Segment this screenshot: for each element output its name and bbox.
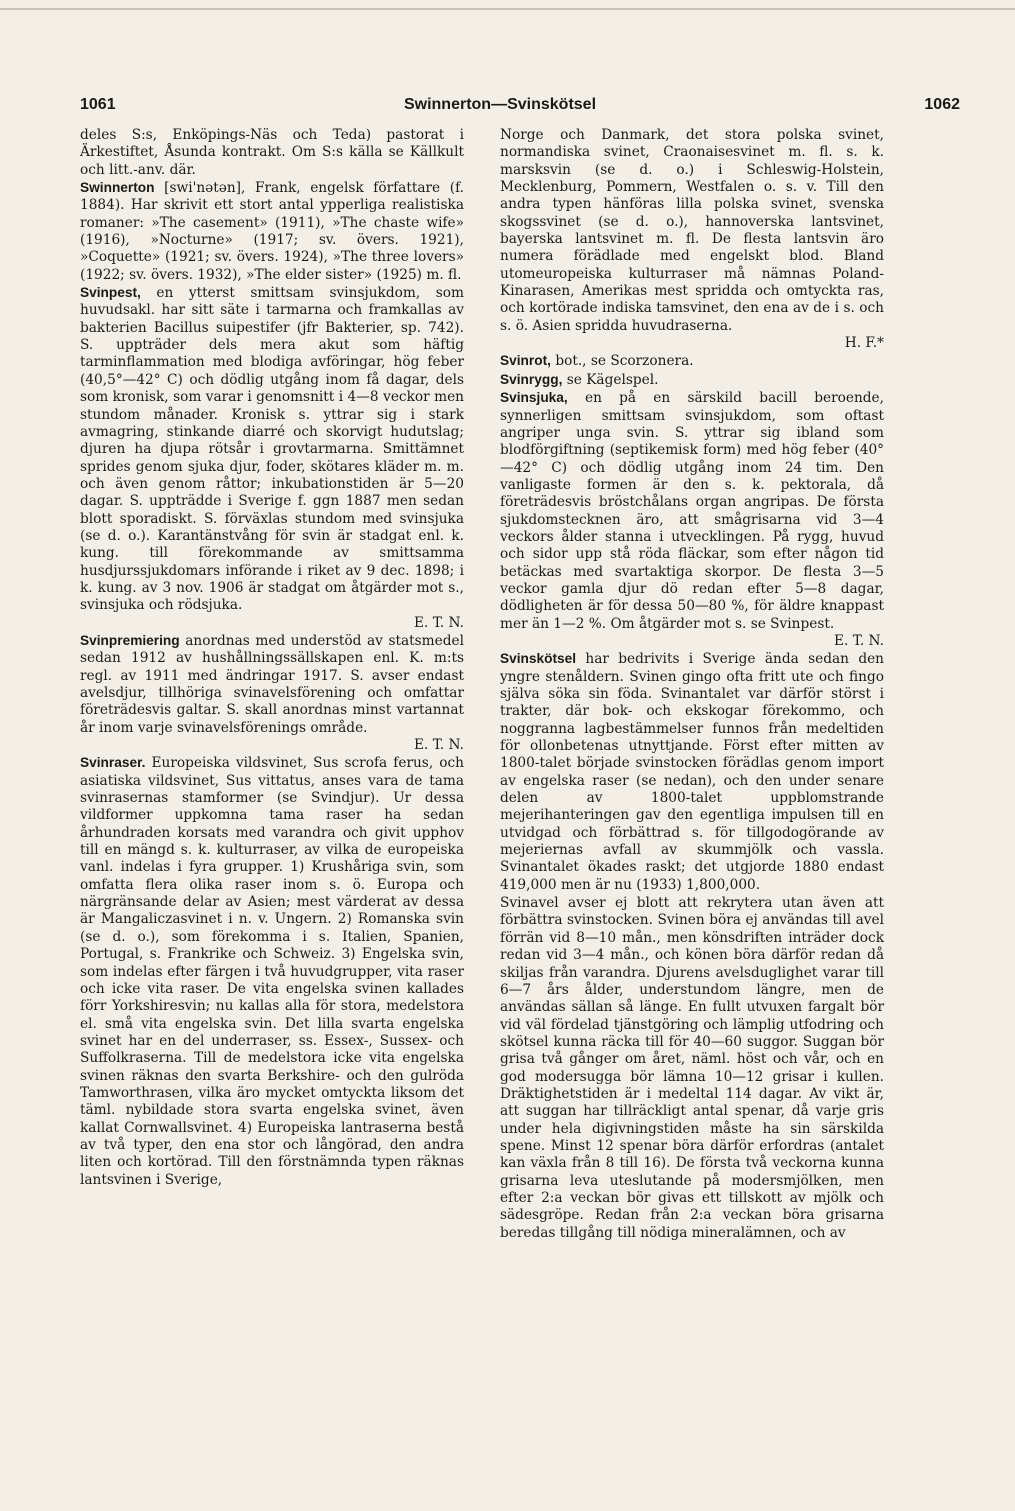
entry-text: bot., se Scorzonera. [550,353,694,370]
entry [500,352,884,370]
entry [80,754,464,1189]
scan-edge-rule [0,8,1015,10]
entry-signature: H. F.* [844,335,884,352]
entry-text: har bedrivits i Sverige ända sedan den yngre stenåldern. Svinen gingo ofta fritt ute och fingo själva söka sin föda. Svinantalet var därför störst i trakter, där bok- och ekskogar förekommo, och noggranna lagbestämmelser funnos från medeltiden för ollonbetenas utnyttjande. Först efter mitten av 1800-talet började svinstocken förädlas genom import av engelska raser (se nedan), och den under senare delen av 1800-talet uppblomstrande mejerihanteringen gav den egentliga impulsen till en utvidgad och förbättrad s. för tillgodogörande av mejeriernas avfall av skummjölk och vassla. Svinantalet ökades raskt; det utgjorde 1880 endast 419,000 men är nu (1933) 1,800,000. [500,651,884,893]
entry [500,371,884,389]
entry-text: Europeiska vildsvinet, Sus scrofa ferus, och asiatiska vildsvinet, Sus vittatus, anses vara de tama svinrasernas stamformer (se Svindjur). Ur dessa vildformer uppkomna tama raser ha sedan århundraden korsats med varandra och givit upphov till en mängd s. k. kulturraser, av vilka de europeiska vanl. indelas i fyra grupper. 1) Krushåriga svin, som omfatta flera olika raser inom s. ö. Europa och närgränsande delar av Asien; mest värderat av dessa är Mangaliczasvinet i n. v. Ungern. 2) Romanska svin (se d. o.), som förekomma i s. Italien, Spanien, Portugal, s. Frankrike och Schweiz. 3) Engelska svin, som indelas efter färgen i två huvudgrupper, vita raser och icke vita raser. De vita engelska svinen kallades förr Yorkshiresvin; nu kallas alla för stora, medelstora el. små vita engelska svin. Det lilla svarta engelska svinet har en del underraser, ss. Essex-, Sussex- och Suffolkraserna. Till de medelstora icke vita engelska svinen räknas den svarta Berkshire- och den gulröda Tamworthrasen, vilka äro mycket omtyckta liksom det täml. nybildade stora svarta engelska svinet, även kallat Cornwallsvinet. 4) Europeiska lantraserna bestå av två typer, den ena stor och långörad, den andra liten och kortörad. Till den förstnämnda typen räknas lantsvinen i Sverige, [80,755,464,1188]
entry-text: deles S:s, Enköpings-Näs och Teda) pastorat i Ärkestiftet, Åsunda kontrakt. Om S:s källa se Källkult och litt.-anv. där. [80,127,464,178]
entry-headword: Svinraser. [80,755,146,771]
entry-signature: E. T. N. [414,737,464,754]
entry-headword: Svinpest, [80,285,141,301]
entry-text: Norge och Danmark, det stora polska svinet, normandiska svinet, Craonaisesvinet m. fl. s. k. marsksvin (se d. o.) i Schleswig-Holstein, Mecklenburg, Pommern, Westfalen o. s. v. Till den andra typen hänföras lilla polska svinet, svenska skogssvinet (se d. o.), hannoverska lantsvinet, bayerska lantsvinet m. fl. De flesta lantsvin äro numera förädlade med engelskt blod. Bland utomeuropeiska kulturraser må nämnas Poland-Kinarasen, Amerikas mest spridda och omtyckta ras, och kortörade indiska tamsvinet, den ena av de i s. och s. ö. Asien spridda huvudraserna. [500,127,884,334]
entry-text: Svinavel avser ej blott att rekrytera utan även att förbättra svinstocken. Svinen böra ej användas till avel förrän vid 8—10 mån., men könsdriften inträder dock redan vid 3—4 mån., och könen böra därför redan då skiljas från varandra. Djurens avelsduglighet varar till 6—7 års ålder, understundom längre, men de användas sällan så länge. En fullt utvuxen fargalt bör vid väl fördelad tjänstgöring och lämplig utfodring och skötsel kunna räcka till för 40—60 suggor. Suggan bör grisa två gånger om året, näml. höst och vår, och en god modersugga bör lämna 10—12 grisar i kullen. Dräktighetstiden är i medeltal 114 dagar. Av vikt är, att suggan har tillräckligt antal spenar, då varje gris under hela digivningstiden måste ha sin särskilda spene. Minst 12 spenar böra därför erfordras (antalet kan växla från 8 till 16). De första två veckorna kunna grisarna leva uteslutande på modersmjölken, men efter 2:a veckan bör givas ett tillskott av mjölk och sädesgröpe. Redan från 2:a veckan böra grisarna beredas tillgång till nödiga mineralämnen, och av [500,895,884,1241]
entry [500,126,884,352]
right-page-number: 1062 [924,96,960,113]
entry-headword: Svinrygg, [500,371,563,387]
entry [500,894,884,1242]
entry-headword: Svinskötsel [500,651,577,667]
entry-text: [swi'nətən], Frank, engelsk författare (f. 1884). Har skrivit ett stort antal ypperliga realistiska romaner: »The casement» (1911), »The chaste wife» (1916), »Nocturne» (1917; sv. övers. 1921), »Coquette» (1921; sv. övers. 1924), »The three lovers» (1922; sv. övers. 1932), »The elder sister» (1925) m. fl. [80,180,464,283]
entry [80,632,464,754]
entry-headword: Svinrot, [500,353,551,369]
entry [80,126,464,179]
entry [500,650,884,894]
left-column [80,126,464,1189]
entry [500,389,884,650]
entry-signature: E. T. N. [414,614,464,631]
entry [80,284,464,632]
entry [80,179,464,284]
running-title: Swinnerton—Svinskötsel [403,96,597,113]
running-header [80,96,960,120]
entry-signature: E. T. N. [834,632,884,649]
entry-headword: Svinsjuka, [500,390,568,406]
entry-text: en på en särskild bacill beroende, synnerligen smittsam svinsjukdom, som oftast angriper unga svin. S. yttrar sig ibland som blodförgiftning (septikemisk form) med hög feber (40°—42° C) och dödlig utgång inom 24 tim. Den vanligaste formen är den s. k. pektorala, då företrädesvis bröstchålans organ angripas. De första sjukdomstecknen äro, att smågrisarna vid 3—4 veckors ålder stanna i utvecklingen. På rygg, huvud och sidor upp stå röda fläckar, som efter någon tid betäckas med svartaktiga skorpor. De flesta 3—5 veckor gamla djur dö redan efter 5—8 dagar, dödligheten är för dessa 50—80 %, för äldre knappast mer än 1—2 %. Om åtgärder mot s. se Svinpest. [500,390,884,632]
entry-headword: Svinpremiering [80,632,180,648]
entry-text: anordnas med understöd av statsmedel sedan 1912 av hushållningssällskapen enl. K. m:ts regl. av 1911 med ändringar 1917. S. avser endast avelsdjur, tillhöriga svinavelsförening och omfattar företrädesvis galtar. S. skall anordnas minst vartannat år inom varje svinavelsförenings område. [80,632,464,736]
right-column [500,126,884,1242]
entry-headword: Swinnerton [80,180,155,196]
entry-text: se Kägelspel. [562,371,659,388]
entry-text: en ytterst smittsam svinsjukdom, som huvudsakl. har sitt säte i tarmarna och framkallas av bakterien Bacillus suipestifer (jfr Bakterier, sp. 742). S. uppträder dels mera akut som häftig tarminflammation med blodiga avföringar, hög feber (40,5°—42° C) och dödlig utgång inom få dagar, dels som kronisk, som varar i genomsnitt i 4—8 veckor men stundom månader. Kronisk s. yttrar sig i stark avmagring, stinkande diarré och skorvigt hudutslag; djuren ha djupa rötsår i grovtarmarna. Smittämnet sprides genom sjuka djur, foder, skötares kläder m. m. och även genom råttor; inkubationstiden är 5—20 dagar. S. uppträdde i Sverige f. ggn 1887 men sedan blott sporadiskt. S. förväxlas stundom med svinsjuka (se d. o.). Karantänstvång för svin är stadgat enl. k. kung. till förekommande av smittsamma husdjurssjukdomars införande i riket av 9 dec. 1898; i k. kung. av 3 nov. 1906 är stadgat om åtgärder mot s., svinsjuka och rödsjuka. [80,285,464,614]
left-page-number: 1061 [80,96,116,113]
